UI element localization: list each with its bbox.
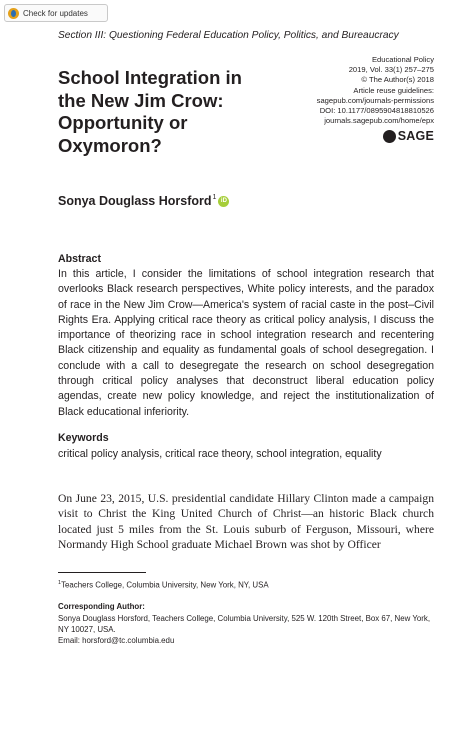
title-line: School Integration in [58, 67, 242, 88]
affiliation-mark: 1 [212, 194, 217, 201]
footnote-mark: 1 [58, 580, 62, 586]
journal-copyright: © The Author(s) 2018 [361, 75, 434, 85]
permissions-link[interactable]: sagepub.com/journals-permissions [316, 95, 434, 105]
sage-logo [360, 129, 434, 143]
journal-home-link[interactable]: journals.sagepub.com/home/epx [324, 116, 434, 126]
body-paragraph: On June 23, 2015, U.S. presidential candidate Hillary Clinton made a campaign visit to Christ the King United Church of Christ—an historic Black church located just 5 miles from the St. Louis suburb of Ferguson, Missouri, where Normandy High School graduate Michael Brown was shot by Officer [58, 492, 434, 552]
affiliation-text: Teachers College, Columbia University, New York, NY, USA [61, 580, 269, 590]
doi-link[interactable]: DOI: 10.1177/0895904818810526 [319, 106, 434, 116]
keywords-text: critical policy analysis, critical race theory, school integration, equality [58, 448, 382, 460]
journal-volume: 2019, Vol. 33(1) 257–275 [348, 65, 434, 75]
corresponding-author-email[interactable]: Email: horsford@tc.columbia.edu [58, 636, 175, 645]
check-for-updates-label: Check for updates [23, 8, 88, 18]
check-for-updates-button[interactable] [4, 4, 108, 22]
section-header: Section III: Questioning Federal Education Policy, Politics, and Bureaucracy [58, 30, 399, 41]
crossmark-icon [8, 8, 19, 19]
corresponding-author-heading: Corresponding Author: [58, 602, 145, 611]
footnote-divider [58, 572, 146, 573]
article-title [58, 67, 288, 157]
abstract-text: In this article, I consider the limitations of school integration research that overlooks Black research perspectives, White policy interests, and the paradox of race in the New Jim Crow—America's system of racial caste in the post–Civil Rights Era. Applying critical race theory as critical policy analysis, I discuss the importance of theorizing race in school integration research and recentering Black citizenship and equality as fundamental goals of school desegregation. I conclude with a call to desegregate the research on school desegregation through critical policy analyses that deconstruct liberal education policy agendas, create new policy knowledge, and reject the institutionalization of Black educational inferiority. [58, 268, 434, 418]
title-line: Oxymoron? [58, 134, 162, 156]
sage-logo-text: SAGE [397, 129, 434, 143]
author-line [58, 194, 358, 208]
journal-metadata [290, 55, 434, 126]
sage-logo-mark [383, 130, 396, 143]
corresponding-author-address: Sonya Douglass Horsford, Teachers College, Columbia University, 525 W. 120th Street, Box 67, New York, NY 10027, USA. [58, 614, 431, 635]
orcid-icon[interactable]: iD [218, 196, 229, 207]
title-line: Opportunity or [58, 112, 188, 133]
title-line: the New Jim Crow: [58, 89, 224, 111]
footnote-affiliation [58, 580, 269, 590]
journal-name: Educational Policy [371, 55, 434, 64]
keywords-heading: Keywords [58, 432, 109, 444]
author-name[interactable]: Sonya Douglass Horsford [58, 194, 212, 208]
reuse-guidelines-label: Article reuse guidelines: [353, 85, 434, 95]
abstract-heading: Abstract [58, 253, 101, 265]
